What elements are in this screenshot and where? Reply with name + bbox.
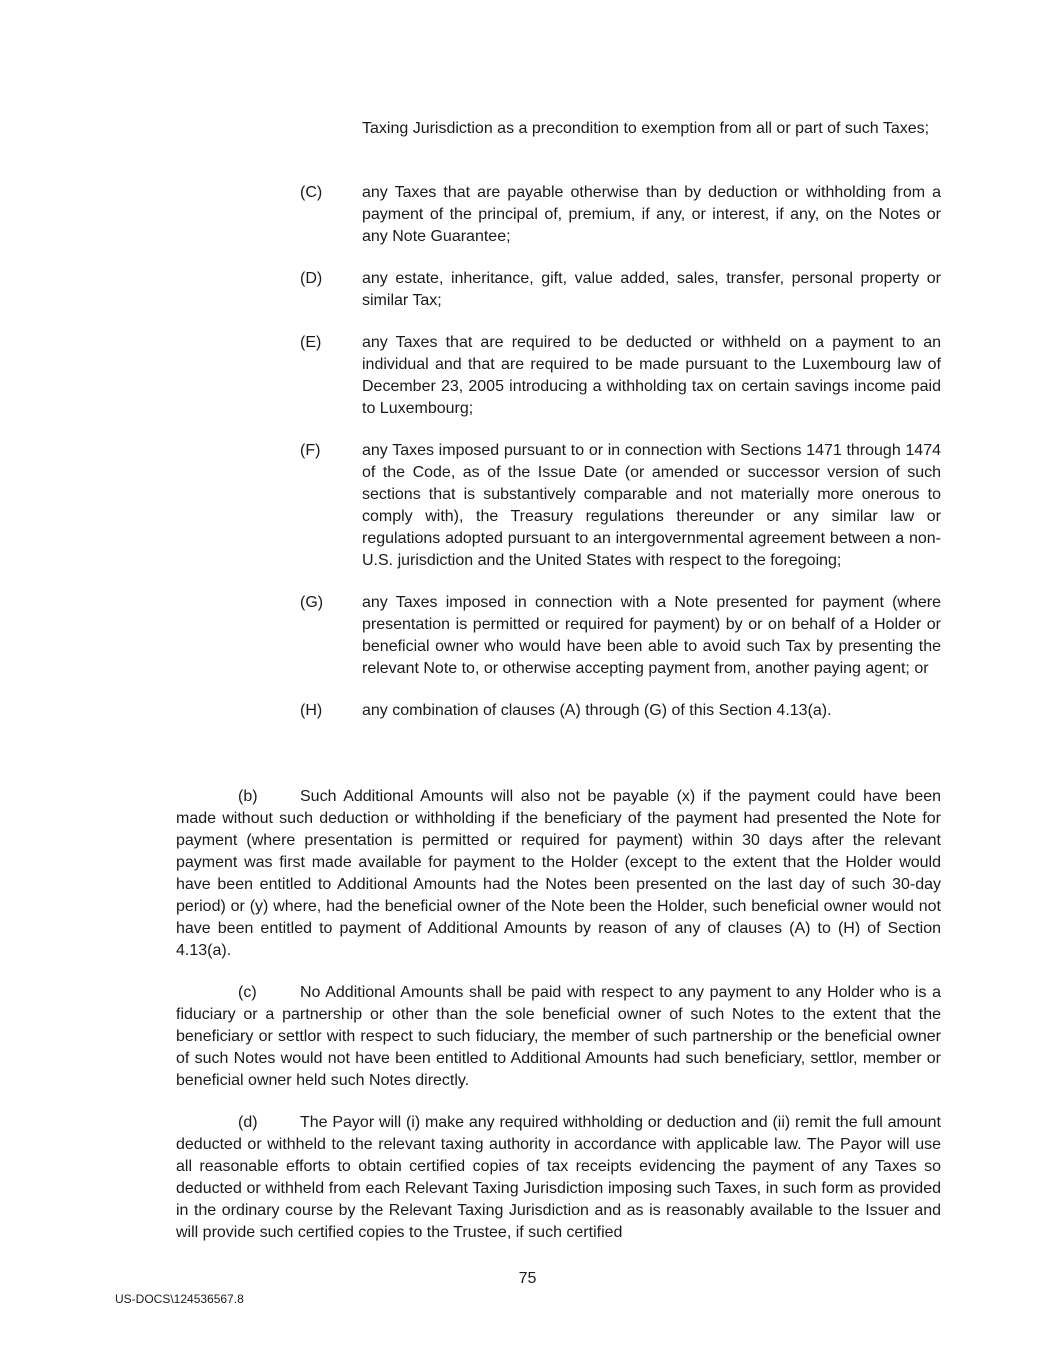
continuation-text: Taxing Jurisdiction as a precondition to exemption from all or part of such Taxes; <box>362 120 930 137</box>
clause-item <box>300 700 941 722</box>
clause-item <box>300 592 941 680</box>
page-number: 75 <box>518 1270 537 1287</box>
paragraph-text: No Additional Amounts shall be paid with respect to any payment to any Holder who is a fiduciary or a partnership or other than the sole beneficial owner of such Notes to the extent that the beneficiary or settlor with respect to such fiduciary, the member of such partnership or the beneficial owner of such Notes would not have been entitled to Additional Amounts had such beneficiary, settlor, member or beneficial owner held such Notes directly. <box>176 984 941 1089</box>
clause-item <box>300 268 941 312</box>
paragraph <box>176 1112 941 1244</box>
clause-item <box>300 440 941 572</box>
clause-label: (E) <box>300 334 322 351</box>
paragraph-label: (c) <box>238 984 257 1001</box>
paragraph <box>176 786 941 962</box>
clause-text: any Taxes that are required to be deducted or withheld on a payment to an individual and that are required to be made pursuant to the Luxembourg law of December 23, 2005 introducing a withholding tax on certain savings income paid to Luxembourg; <box>362 334 941 417</box>
clause-item <box>300 332 941 420</box>
clause-label: (D) <box>300 270 323 287</box>
clause-label: (F) <box>300 442 321 459</box>
paragraph-label: (d) <box>238 1114 258 1131</box>
paragraph-text: The Payor will (i) make any required withholding or deduction and (ii) remit the full amount deducted or withheld to the relevant taxing authority in accordance with applicable law. The Payor will use all reasonable efforts to obtain certified copies of tax receipts evidencing the payment of any Taxes so deducted or withheld from each Relevant Taxing Jurisdiction imposing such Taxes, in such form as provided in the ordinary course by the Relevant Taxing Jurisdiction and as is reasonably available to the Issuer and will provide such certified copies to the Trustee, if such certified <box>176 1114 941 1241</box>
paragraph-label: (b) <box>238 788 258 805</box>
paragraph-text: Such Additional Amounts will also not be payable (x) if the payment could have been made without such deduction or withholding if the beneficiary of the payment had presented the Note for payment (where presentation is permitted or required for payment) within 30 days after the relevant payment was first made available for payment to the Holder (except to the extent that the Holder would have been entitled to Additional Amounts had the Notes been presented on the last day of such 30-day period) or (y) where, had the beneficial owner of the Note been the Holder, such beneficial owner would not have been entitled to payment of Additional Amounts by reason of any of clauses (A) to (H) of Section 4.13(a). <box>176 788 941 959</box>
clause-text: any estate, inheritance, gift, value added, sales, transfer, personal property or similar Tax; <box>362 270 941 309</box>
clause-text: any Taxes imposed in connection with a Note presented for payment (where presentation is permitted or required for payment) by or on behalf of a Holder or beneficial owner who would have been able to avoid such Tax by presenting the relevant Note to, or otherwise accepting payment from, another paying agent; or <box>362 594 941 677</box>
paragraph <box>176 982 941 1092</box>
document-id: US-DOCS\124536567.8 <box>115 1292 244 1306</box>
clause-label: (G) <box>300 594 324 611</box>
clause-text: any Taxes imposed pursuant to or in connection with Sections 1471 through 1474 of the Code, as of the Issue Date (or amended or successor version of such sections that is substantively comparable and not materially more onerous to comply with), the Treasury regulations thereunder or any similar law or regulations adopted pursuant to an intergovernmental agreement between a non-U.S. jurisdiction and the United States with respect to the foregoing; <box>362 442 941 569</box>
paragraph-list <box>176 786 941 1264</box>
clause-item <box>300 182 941 248</box>
clause-list <box>300 182 941 742</box>
clause-label: (H) <box>300 702 323 719</box>
clause-text: any Taxes that are payable otherwise than by deduction or withholding from a payment of the principal of, premium, if any, or interest, if any, on the Notes or any Note Guarantee; <box>362 184 941 245</box>
clause-text: any combination of clauses (A) through (G) of this Section 4.13(a). <box>362 702 832 719</box>
clause-label: (C) <box>300 184 323 201</box>
